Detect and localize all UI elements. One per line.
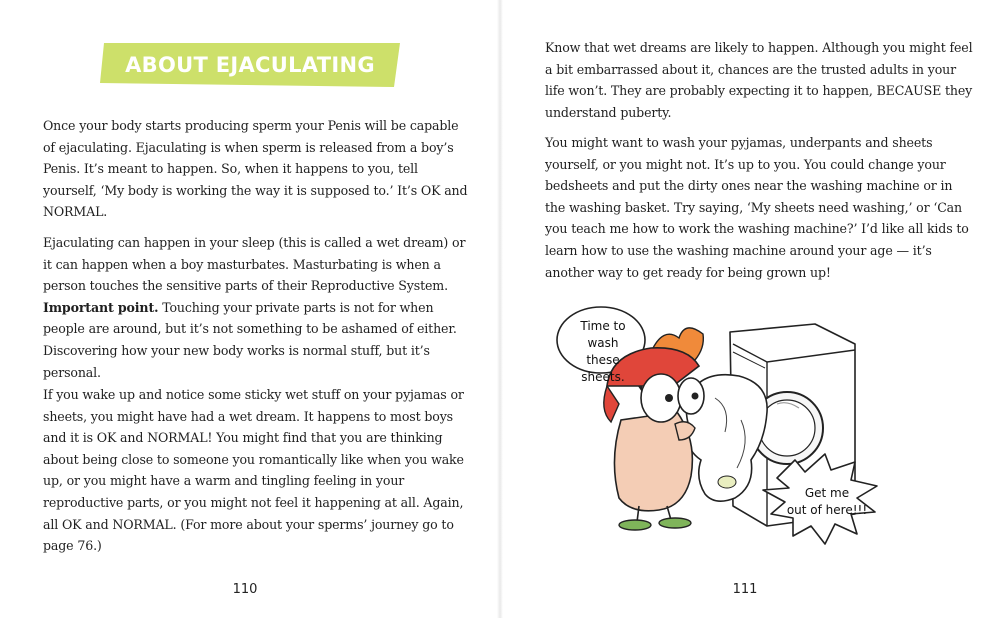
- shout-bubble-line-1: Get me: [804, 486, 850, 500]
- speech-bubble-line-1: Time to wash: [580, 319, 626, 350]
- left-paragraph-2: [43, 232, 473, 383]
- section-heading-banner: [100, 43, 400, 87]
- right-paragraph-1: Know that wet dreams are likely to happen. Although you might feel a bit embarrassed about it, chances are the trusted adults in your life won’t. They are probably expecting it to happen, BECAUSE they understand puberty.: [545, 40, 973, 120]
- important-point-label: Important point.: [43, 299, 159, 315]
- page-number-right: 111: [732, 582, 758, 597]
- right-page: [500, 0, 1000, 618]
- page-number-left: 110: [232, 582, 258, 597]
- right-paragraph-2: You might want to wash your pyjamas, underpants and sheets yourself, or you might not. It’s up to you. You could change your bedsheets and put the dirty ones near the washing machine or in the washing basket. Try saying, ‘My sheets need washing,’ or ‘Can you teach me how to work the washing machine?’ I’d like all kids to learn how to use the washing machine around your age — it’s another way to get ready for being grown up!: [545, 135, 969, 280]
- left-paragraph-3: If you wake up and notice some sticky wet stuff on your pyjamas or sheets, you might have had a wet dream. It happens to most boys and it is OK and NORMAL! You might find that you are thinking about being close to someone you romantically like when you wake up, or you might have a warm and tingling feeling in your reproductive parts, or you might not feel it happening at all. Again, all OK and NORMAL. (For more about your sperms’ journey go to page 76.): [43, 387, 464, 554]
- speech-bubble-line-2: these sheets.: [581, 353, 625, 384]
- speech-bubble-text: [563, 318, 643, 386]
- shout-bubble-line-2: out of here!!!: [786, 503, 868, 517]
- paragraph-2-start: Ejaculating can happen in your sleep (this is called a wet dream) or it can happen when a boy masturbates. Masturbating is when a person touches the sensitive parts of their Reproductive System.: [43, 235, 466, 294]
- left-paragraph-1: Once your body starts producing sperm your Penis will be capable of ejaculating. Ejaculating is when sperm is released from a boy’s Penis. It’s meant to happen. So, when it happens to you, tell yourself, ‘My body is working the way it is supposed to.’ It’s OK and NORMAL.: [43, 118, 468, 220]
- paragraph-2-end: Touching your private parts is not for when people are around, but it’s not something to be ashamed of either. Discovering how your new body works is normal stuff, but it’s personal.: [43, 299, 457, 380]
- section-heading: ABOUT EJACULATING: [125, 53, 375, 77]
- shout-bubble-text: [779, 485, 875, 519]
- cartoon-illustration: [555, 300, 885, 560]
